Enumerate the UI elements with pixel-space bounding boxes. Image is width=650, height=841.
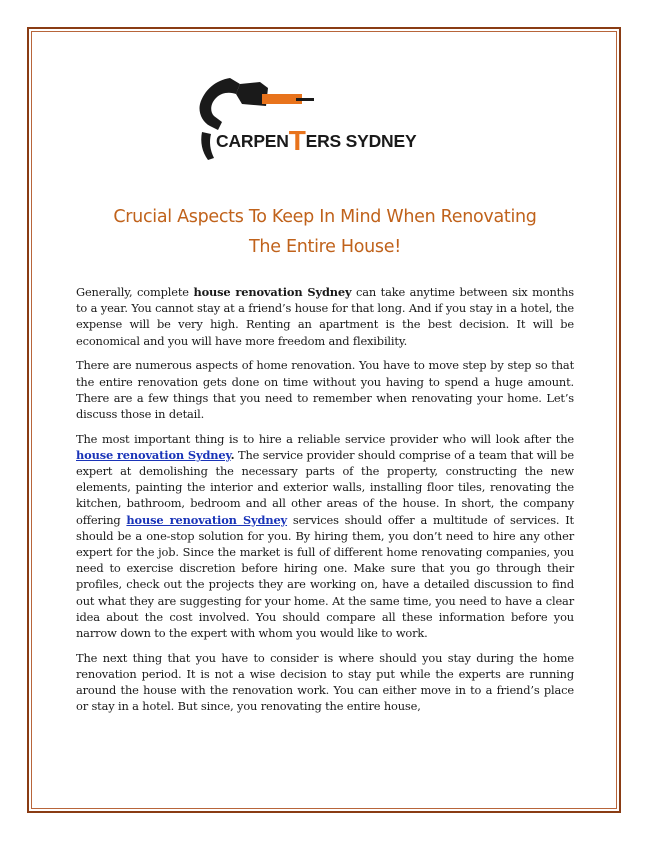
page-title — [60, 202, 590, 262]
company-logo — [196, 76, 458, 171]
paragraph-3: The most important thing is to hire a reliable service provider who will look after the house renovation Sydney. The service provider should comprise of a team that will be expert at demolishing the necessary parts of the property, constructing the new elements, painting the interior and exterior walls, installing floor tiles, renovating the kitchen, bathroom, bedroom and all other areas of the house. In short, the company offering house renovation Sydney services should offer a multitude of services. It should be a one-stop solution for you. By hiring them, you don’t need to hire any other expert for the job. Since the market is full of different home renovating companies, you need to exercise discretion before hiring one. Make sure that you go through their profiles, check out the projects they are working on, have a detailed discussion to find out what they are suggesting for your home. At the same time, you need to have a clear idea about the cost involved. You should compare all these information before you narrow down to the expert with whom you would like to work. — [76, 431, 575, 641]
paragraph-1: Generally, complete house renovation Sydney can take anytime between six months to a year. You cannot stay at a friend’s house for that long. And if you stay in a hotel, the expense will be very high. Renting an apartment is the best decision. It will be economical and you will have more freedom and flexibility. — [76, 285, 574, 348]
paragraph-2: There are numerous aspects of home renovation. You have to move step by step so that the entire renovation gets done on time without you having to spend a huge amount. There are a few things that you need to remember when renovating your home. Let’s discuss those in detail. — [76, 358, 574, 421]
title-line-1: Crucial Aspects To Keep In Mind When Renovating — [113, 207, 537, 227]
logo-wordmark: CARPENTERS SYDNEY — [216, 125, 417, 156]
title-line-2: The Entire House! — [249, 237, 401, 257]
article-body — [76, 284, 574, 723]
renovation-link-2[interactable]: house renovation Sydney — [126, 512, 288, 527]
paragraph-4: The next thing that you have to consider is where should you stay during the home renovation period. It is not a wise decision to stay put while the experts are running around the house with the renovation work. You can either move in to a friend’s place or stay in a hotel. But since, you renovating the entire house, — [76, 650, 574, 714]
renovation-link-1[interactable]: house renovation Sydney — [76, 447, 231, 462]
keyword-bold: house renovation Sydney — [193, 285, 352, 299]
